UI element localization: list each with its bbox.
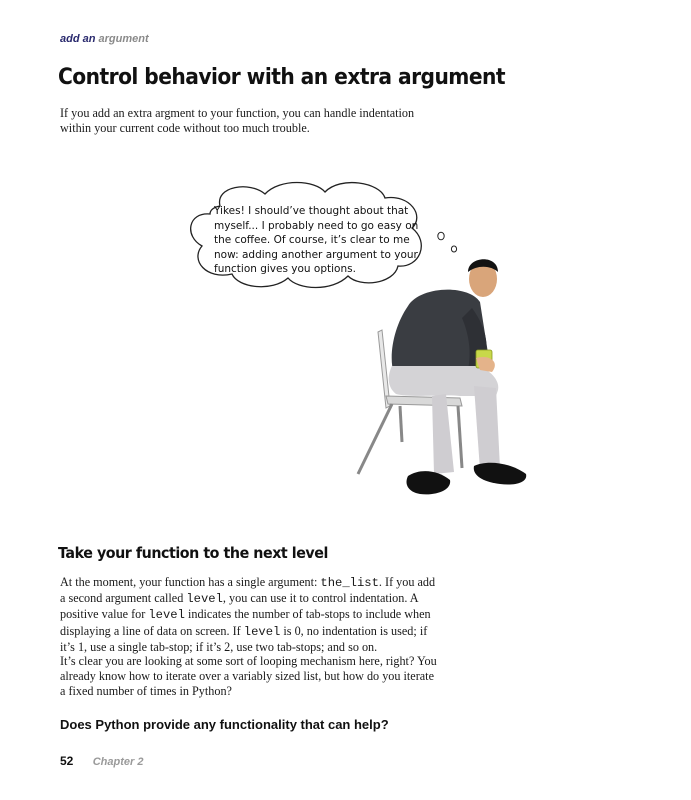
text-run: is 0, no indentation is used; if it’s 1, use a single tab-stop; if it’s 2, use two tab-stops; and so on. [60,623,428,654]
header-tag-part2: argument [98,33,149,45]
code-level: level [148,608,185,623]
bold-question: Does Python provide any functionality that can help? [60,717,389,732]
seated-man-with-coffee-icon [350,246,540,506]
chapter-label: Chapter 2 [92,756,144,768]
page-title: Control behavior with an extra argument [58,65,506,90]
text-run: At the moment, your function has a single argument: [60,575,321,589]
page-footer [60,754,143,768]
text-run: . If you add a second argument called [60,575,436,606]
section-header-tag [60,33,149,45]
text-run: indicates the number of tab-stops to include when displaying a line of data on screen. If [60,607,431,638]
code-level: level [243,624,281,639]
text-run: , you can use it to control indentation. A positive value for [60,591,418,622]
thought-bubble-text: Yikes! I should’ve thought about that myself... I probably need to go easy on the coffee. Of course, it’s clear to me now: adding another argument to your function gives you options. [214,205,419,276]
section-title: Take your function to the next level [58,544,328,562]
header-tag-part1: add an [60,33,96,45]
page-number: 52 [60,754,74,768]
body-paragraph-1 [60,575,440,655]
code-level: level [186,592,223,607]
body-paragraph-2: It’s clear you are looking at some sort of looping mechanism here, right? You already know how to iterate over a variably sized list, but how do you iterate a fixed number of times in Python? [60,654,437,699]
code-the-list: the_list [320,576,379,590]
intro-paragraph: If you add an extra argment to your function, you can handle indentation within your current code without too much trouble. [60,106,415,135]
